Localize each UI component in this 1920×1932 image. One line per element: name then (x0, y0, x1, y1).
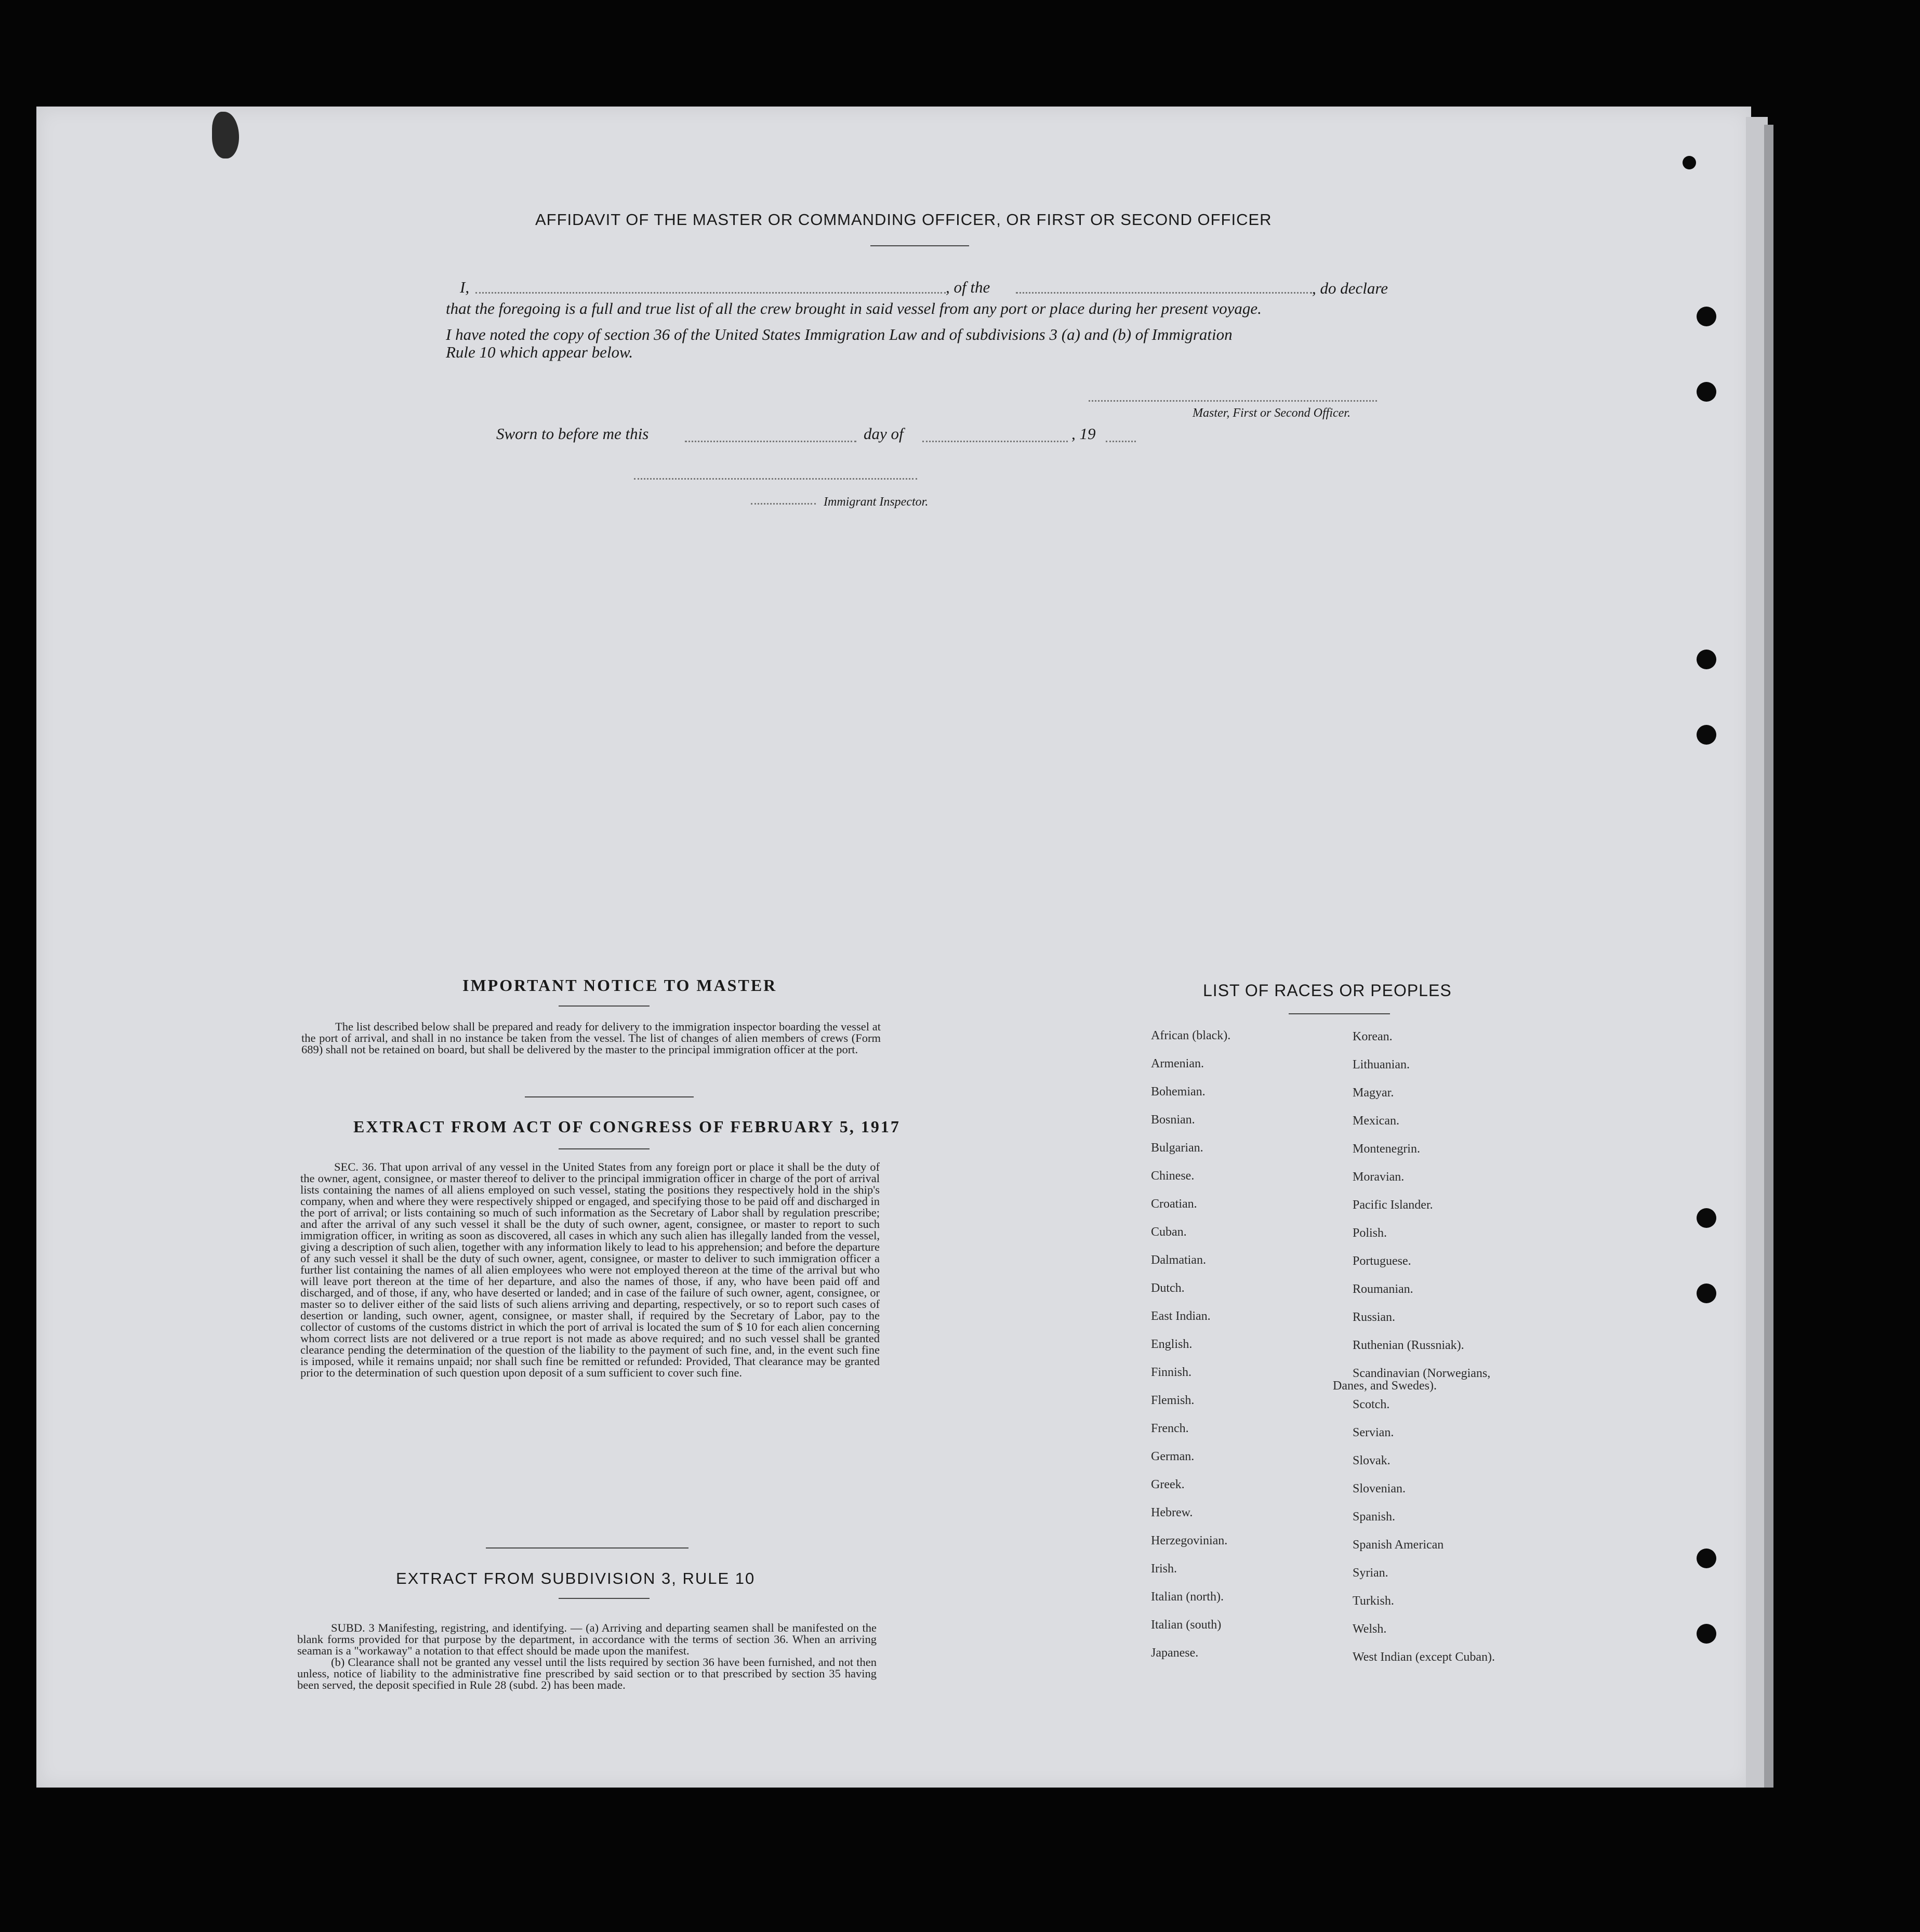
race-item: Flemish. (1151, 1394, 1195, 1407)
race-item: Italian (south) (1151, 1618, 1222, 1632)
race-item: Scotch. (1353, 1398, 1390, 1411)
race-item: Armenian. (1151, 1057, 1204, 1070)
race-item: Servian. (1353, 1426, 1394, 1439)
race-item: Montenegrin. (1353, 1142, 1420, 1156)
year-blank[interactable] (1106, 441, 1136, 442)
race-item: Turkish. (1353, 1594, 1394, 1608)
binder-hole (1697, 1208, 1716, 1228)
title-underline (870, 245, 969, 246)
notice-underline (559, 1005, 650, 1007)
race-item: Magyar. (1353, 1086, 1394, 1100)
race-item: Bohemian. (1151, 1085, 1206, 1099)
rule-paragraph-b: (b) Clearance shall not be granted any vessel until the lists required by section 36 have been furnished, and not then unless, notice of liability to the administrative fine prescribed by said section or to that prescribed by section 35 having been served, the deposit specified in Rule 28 (subd. 2) has been made. (297, 1656, 877, 1691)
affidavit-title: AFFIDAVIT OF THE MASTER OR COMMANDING OFFICER, OR FIRST OR SECOND OFFICER (535, 210, 1272, 229)
inspector-signature-blank-2[interactable] (751, 503, 816, 505)
binder-hole (1697, 650, 1716, 669)
sheet-edge-shadow (1764, 125, 1773, 1788)
race-item: Irish. (1151, 1562, 1177, 1576)
affidavit-declare: , do declare (1312, 279, 1388, 297)
binder-hole (1697, 307, 1716, 326)
inspector-signature-blank[interactable] (634, 478, 917, 480)
race-item: Danes, and Swedes). (1333, 1379, 1437, 1393)
race-item: Italian (north). (1151, 1590, 1224, 1604)
race-item: Mexican. (1353, 1114, 1399, 1128)
act-heading: EXTRACT FROM ACT OF CONGRESS OF FEBRUARY 5, 1917 (353, 1117, 901, 1136)
act-paragraph: SEC. 36. That upon arrival of any vessel in the United States from any foreign port or place it shall be the duty of the owner, agent, consignee, or master thereof to deliver to the principal immigration officer in charge of the port of arrival lists containing the names of all aliens employed on such vessel, stating the positions they respectively hold in the ship's company, when and where they were respectively shipped or engaged, and specifying those to be paid off and discharged in the port of arrival; or lists containing so much of such information as the Secretary of Labor shall by regulation prescribe; and after the arrival of any such vessel it shall be the duty of such owner, agent, consignee, or master to report to such immigration officer, in writing as soon as discovered, all cases in which any such alien has illegally landed from the vessel, giving a description of such alien, together with any information likely to lead to his apprehension; and before the departure of any such vessel it shall be the duty of such owner, agent, consignee, or master to deliver to such immigration officer a further list containing the names of all alien employees who were not employed thereon at the time of the arrival but who will leave port thereon at the time of her departure, and also the names of those, if any, who have been paid off and discharged, and of those, if any, who have deserted or landed; and in case of the failure of such owner, agent, consignee, or master so to deliver either of the said lists of such aliens arriving and departing, respectively, or so to report such cases of desertion or landing, such owner, agent, consignee, or master shall, if required by the Secretary of Labor, pay to the collector of customs of the customs district in which the port of arrival is located the sum of $ 10 for each alien concerning whom correct lists are not delivered or a true report is not made as above required; and no such vessel shall be granted clearance pending the determination of the question of the liability to the payment of such fine, and, in the event such fine is imposed, while it remains unpaid; nor shall such fine be remitted or refunded: Provided, That clearance may be granted prior to the determination of such question upon deposit of a sum sufficient to cover such fine. (300, 1160, 880, 1379)
race-item: Scandinavian (Norwegians, (1353, 1367, 1491, 1380)
race-item: Bulgarian. (1151, 1141, 1203, 1155)
section-divider (486, 1547, 688, 1549)
race-item: West Indian (except Cuban). (1353, 1650, 1495, 1664)
race-item: Russian. (1353, 1311, 1396, 1324)
race-item: Dutch. (1151, 1281, 1185, 1295)
race-item: Croatian. (1151, 1197, 1197, 1211)
month-blank[interactable] (922, 441, 1068, 442)
race-item: Slovak. (1353, 1454, 1391, 1467)
notice-text (301, 1021, 881, 1055)
race-item: Lithuanian. (1353, 1058, 1410, 1071)
race-item: German. (1151, 1450, 1195, 1463)
notice-heading: IMPORTANT NOTICE TO MASTER (462, 976, 777, 995)
race-item: Greek. (1151, 1478, 1185, 1491)
rule-heading: EXTRACT FROM SUBDIVISION 3, RULE 10 (396, 1569, 756, 1587)
race-item: Finnish. (1151, 1366, 1192, 1379)
name-blank[interactable] (475, 292, 946, 294)
race-item: Syrian. (1353, 1566, 1388, 1580)
affidavit-i: I, (460, 278, 470, 296)
sworn-text: Sworn to before me this (496, 425, 649, 443)
race-item: Ruthenian (Russniak). (1353, 1339, 1464, 1352)
race-item: Bosnian. (1151, 1113, 1195, 1127)
race-item: Spanish American (1353, 1538, 1444, 1552)
master-label: Master, First or Second Officer. (1193, 406, 1350, 420)
race-item: Korean. (1353, 1030, 1393, 1043)
race-item: Dalmatian. (1151, 1253, 1206, 1267)
affidavit-of-the: , of the (946, 278, 990, 296)
act-underline (559, 1148, 650, 1149)
binder-hole (1697, 382, 1716, 402)
race-item: Cuban. (1151, 1225, 1187, 1239)
rule-text (297, 1622, 877, 1691)
affidavit-line-2: that the foregoing is a full and true list of all the crew brought in said vessel from any port or place during her present voyage. (446, 299, 1262, 317)
master-signature-blank[interactable] (1089, 400, 1377, 402)
race-item: Roumanian. (1353, 1282, 1413, 1296)
affidavit-line-4: Rule 10 which appear below. (446, 343, 633, 361)
races-heading: LIST OF RACES OR PEOPLES (1203, 981, 1452, 1000)
race-item: Hebrew. (1151, 1506, 1193, 1519)
inspector-label: Immigrant Inspector. (824, 495, 929, 509)
act-text (300, 1161, 880, 1379)
rule-paragraph-a: SUBD. 3 Manifesting, registring, and identifying. — (a) Arriving and departing seamen shall be manifested on the blank forms provided for that purpose by the department, in accordance with the terms of section 36. When an arriving seaman is a "workaway" a notation to that effect should be made upon the manifest. (297, 1621, 877, 1657)
race-item: Slovenian. (1353, 1482, 1406, 1496)
race-item: Japanese. (1151, 1646, 1199, 1660)
races-underline (1289, 1013, 1390, 1014)
document-sheet (36, 107, 1751, 1788)
race-item: French. (1151, 1422, 1189, 1435)
race-item: Polish. (1353, 1226, 1387, 1240)
binder-hole (1697, 1283, 1716, 1303)
binder-hole (1697, 1549, 1716, 1568)
race-item: Pacific Islander. (1353, 1198, 1433, 1212)
race-item: Spanish. (1353, 1510, 1396, 1524)
rule-underline (559, 1598, 650, 1599)
notice-paragraph: The list described below shall be prepared and ready for delivery to the immigration inspector boarding the vessel at the port of arrival, and shall in no instance be taken from the vessel. The list of changes of alien members of crews (Form 689) shall not be retained on board, but shall be delivered by the master to the principal immigration officer at the port. (301, 1020, 881, 1056)
race-item: Herzegovinian. (1151, 1534, 1228, 1547)
day-of-text: day of (864, 425, 904, 443)
vessel-blank[interactable] (1016, 292, 1312, 294)
race-item: English. (1151, 1338, 1193, 1351)
affidavit-line-3: I have noted the copy of section 36 of the United States Immigration Law and of subdivisions 3 (a) and (b) of Immigration (446, 325, 1233, 343)
race-item: Portuguese. (1353, 1254, 1411, 1268)
race-item: African (black). (1151, 1029, 1231, 1042)
race-item: East Indian. (1151, 1309, 1211, 1323)
year-text: , 19 (1071, 425, 1096, 443)
race-item: Chinese. (1151, 1169, 1195, 1183)
race-item: Moravian. (1353, 1170, 1405, 1184)
race-item: Welsh. (1353, 1622, 1387, 1636)
day-blank[interactable] (685, 441, 856, 442)
binder-hole (1683, 156, 1696, 169)
binder-hole (1697, 1624, 1716, 1644)
section-divider (525, 1096, 694, 1097)
binder-hole (1697, 725, 1716, 745)
